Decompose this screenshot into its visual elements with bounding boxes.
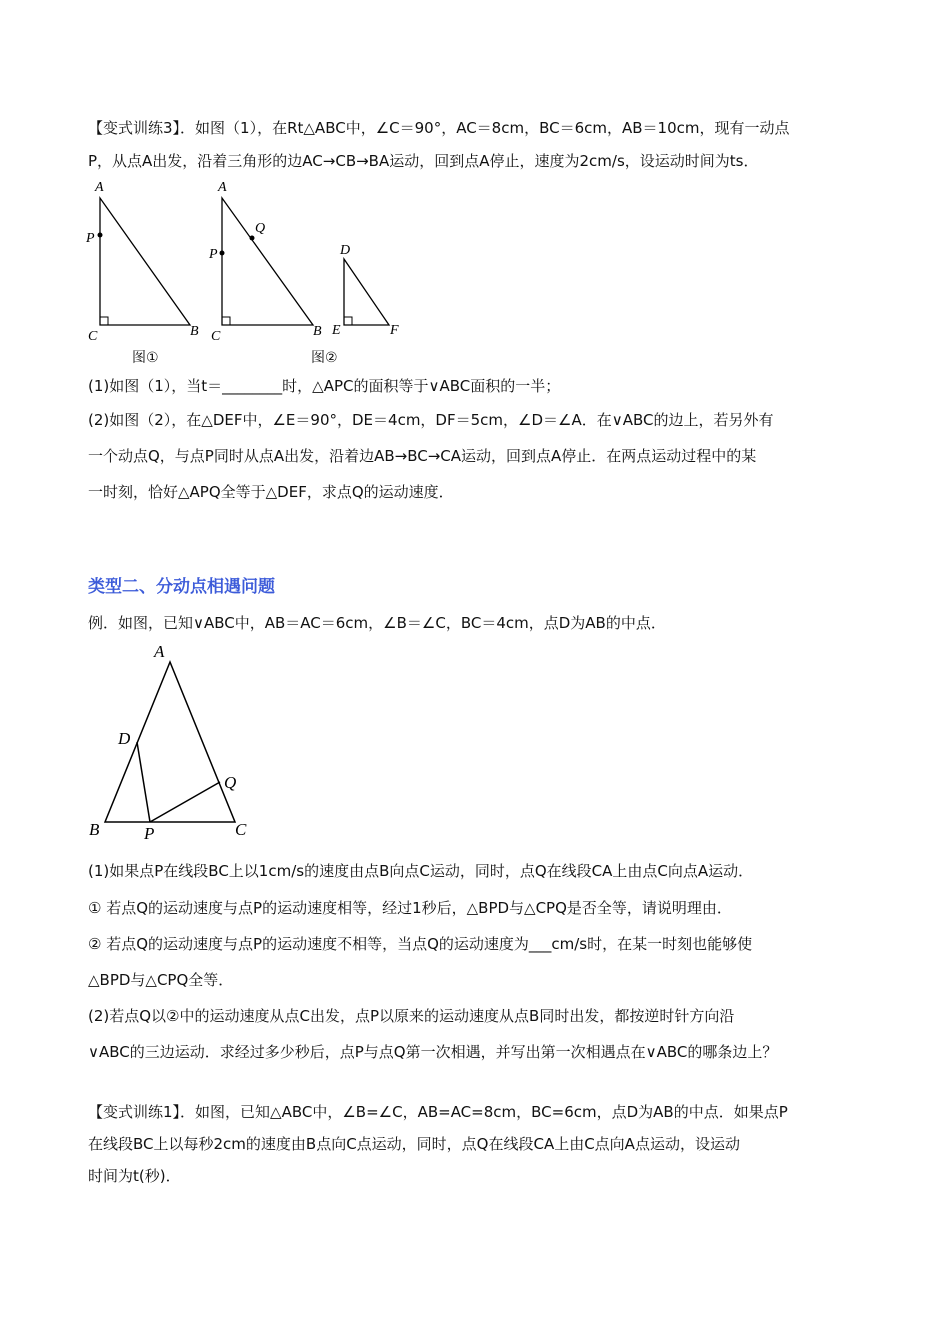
figure-2-triangles [205, 180, 415, 350]
exercise3-q2-line3: 一时刻，恰好△APQ全等于△DEF，求点Q的运动速度． [88, 483, 454, 501]
label-b3: B [89, 820, 100, 839]
label-a: A [95, 180, 104, 195]
label-a2: A [218, 180, 227, 195]
example-q2-line1: (2)若点Q以②中的运动速度从点C出发，点P以原来的运动速度从点B同时出发，都按逆时针方向沿 [88, 1007, 735, 1025]
figure-isosceles-triangle [80, 640, 280, 845]
label-d3: D [118, 729, 131, 748]
triangle-def [344, 259, 389, 325]
label-d: D [340, 243, 351, 258]
triangle-abc-2 [222, 198, 313, 325]
label-c2: C [211, 329, 221, 344]
exercise1-line3: 时间为t(秒)． [88, 1167, 181, 1185]
label-p3: P [144, 824, 155, 843]
section-heading: 类型二、分动点相遇问题 [88, 577, 275, 597]
segment-pq [150, 782, 220, 822]
label-b2: B [313, 324, 322, 339]
point-q-2 [250, 236, 255, 241]
exercise1-line1: 【变式训练1】．如图，已知△ABC中，∠B=∠C，AB=AC=8cm，BC=6cm，点D为AB的中点．如果点P [88, 1103, 788, 1121]
exercise3-q1: (1)如图（1），当t＝________时，△APC的面积等于∨ABC面积的一半； [88, 377, 561, 395]
label-c3: C [235, 820, 247, 839]
label-p2: P [209, 247, 218, 262]
example-q1b-line1: ② 若点Q的运动速度与点P的运动速度不相等，当点Q的运动速度为___cm/s时，在某一时刻也能够使 [88, 935, 753, 953]
label-a3: A [154, 642, 165, 661]
exercise3-q2-line1: (2)如图（2），在△DEF中，∠E＝90°，DE＝4cm，DF＝5cm，∠D＝∠A．在∨ABC的边上，若另外有 [88, 411, 774, 429]
label-b: B [190, 324, 199, 339]
segment-dp [137, 742, 150, 822]
label-q2: Q [255, 221, 266, 236]
label-q3: Q [224, 773, 237, 792]
example-q1a: ① 若点Q的运动速度与点P的运动速度相等，经过1秒后，△BPD与△CPQ是否全等，请说明理由． [88, 899, 732, 917]
exercise1-line2: 在线段BC上以每秒2cm的速度由B点向C点运动，同时，点Q在线段CA上由C点向A点运动，设运动 [88, 1135, 740, 1153]
figure-1-caption: 图① [132, 350, 159, 366]
triangle-abc [100, 198, 190, 325]
point-p [98, 233, 103, 238]
exercise3-line1: 【变式训练3】．如图（1），在Rt△ABC中，∠C＝90°，AC＝8cm，BC＝6cm，AB＝10cm，现有一动点 [88, 119, 790, 137]
exercise3-line2: P，从点A出发，沿着三角形的边AC→CB→BA运动，回到点A停止，速度为2cm/s，设运动时间为ts． [88, 152, 759, 170]
figure-2-caption: 图② [311, 350, 338, 366]
exercise3-q2-line2: 一个动点Q，与点P同时从点A出发，沿着边AB→BC→CA运动，回到点A停止．在两点运动过程中的某 [88, 447, 757, 465]
example-q1: (1)如果点P在线段BC上以1cm/s的速度由点B向点C运动，同时，点Q在线段CA上由点C向点A运动． [88, 862, 754, 880]
point-p-2 [220, 251, 225, 256]
label-p: P [86, 231, 95, 246]
example-q2-line2: ∨ABC的三边运动．求经过多少秒后，点P与点Q第一次相遇，并写出第一次相遇点在∨ABC的哪条边上？ [88, 1043, 778, 1061]
figure-1-right-triangle [80, 180, 220, 350]
label-e: E [332, 323, 341, 338]
example-q1b-line2: △BPD与△CPQ全等． [88, 971, 234, 989]
label-c: C [88, 329, 98, 344]
label-f: F [390, 323, 399, 338]
example-statement: 例．如图，已知∨ABC中，AB＝AC＝6cm，∠B＝∠C，BC＝4cm，点D为AB的中点． [88, 614, 666, 632]
